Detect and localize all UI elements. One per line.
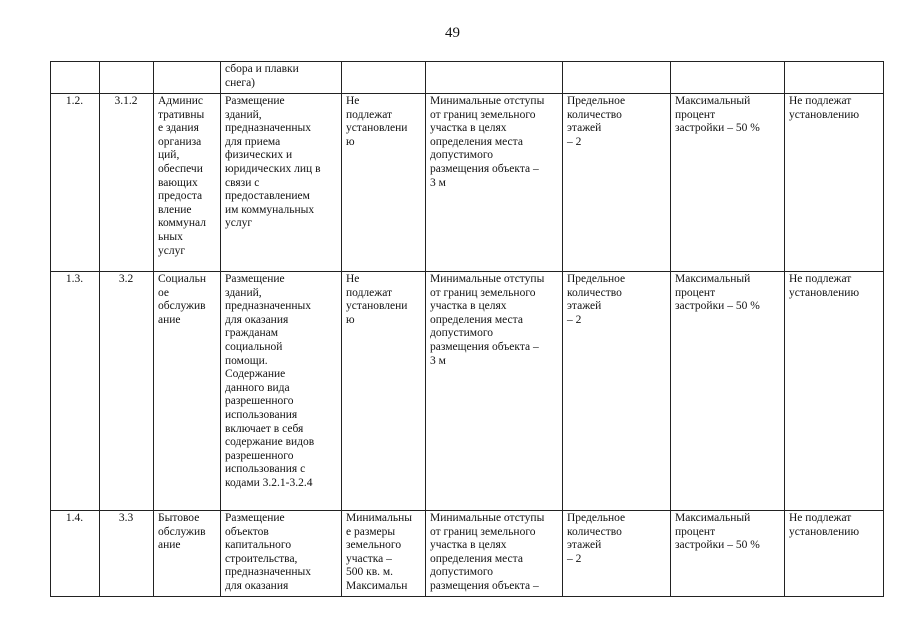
row-number-cell	[51, 62, 100, 94]
cell-text-line: – 2	[567, 313, 582, 326]
cell-text-line: тративны	[158, 108, 205, 121]
cell-text-line: ю	[346, 313, 355, 326]
cell-text-line: помощи.	[225, 354, 268, 367]
cell-text-line: установлени	[346, 300, 408, 313]
cell-text-line: ьных	[158, 230, 183, 243]
cell-text-line: услуг	[225, 217, 253, 230]
cell-text-line: Не подлежат	[789, 95, 852, 107]
cell-text-line: 3 м	[430, 354, 446, 367]
table-row	[51, 62, 884, 94]
use-code-cell	[100, 62, 154, 94]
cell-text-line: социальной	[225, 340, 283, 353]
zoning-regulations-table	[50, 61, 884, 597]
cell-text-line: для приема	[225, 135, 281, 148]
use-description-cell	[221, 272, 342, 511]
cell-text-line: процент	[675, 525, 716, 538]
cell-text-line: физических и	[225, 149, 293, 162]
cell-text-line: допустимого	[430, 327, 493, 340]
cell-text-line: предоста	[158, 190, 203, 203]
cell-text-line: для оказания	[225, 313, 289, 326]
floors-cell	[563, 94, 671, 272]
cell-text-line: Не	[346, 273, 360, 285]
cell-text-line: Минимальные отступы	[430, 273, 545, 285]
plot-size-cell	[342, 272, 426, 511]
use-code-cell: 3.2	[100, 272, 154, 511]
table-row	[51, 511, 884, 598]
cell-text-line: Предельное	[567, 512, 626, 524]
setbacks-cell	[426, 62, 563, 94]
cell-text-line: гражданам	[225, 327, 279, 340]
cell-text-line: количество	[567, 525, 622, 538]
cell-text-line: обеспечи	[158, 162, 203, 175]
cell-text-line: 500 кв. м.	[346, 566, 394, 579]
page-number: 49	[445, 25, 460, 41]
cell-text-line: Минимальны	[346, 512, 412, 524]
cell-text-line: строительства,	[225, 552, 298, 565]
cell-text-line: Админис	[158, 95, 204, 107]
other-params-cell	[785, 62, 884, 94]
cell-text-line: – 2	[567, 135, 582, 148]
cell-text-line: установлению	[789, 525, 860, 538]
setbacks-cell	[426, 511, 563, 598]
floors-cell	[563, 62, 671, 94]
cell-text-line: количество	[567, 286, 622, 299]
use-code-cell: 3.1.2	[100, 94, 154, 272]
cell-text-line: Максимальн	[346, 579, 408, 592]
cell-text-line: этажей	[567, 300, 602, 313]
cell-text-line: Не подлежат	[789, 512, 852, 524]
cell-text-line: услуг	[158, 244, 186, 257]
cell-text-line: вающих	[158, 176, 198, 189]
cell-text-line: юридических лиц в	[225, 162, 321, 175]
cell-text-line: е размеры	[346, 525, 396, 538]
cell-text-line: определения места	[430, 313, 523, 326]
cell-text-line: разрешенного	[225, 395, 294, 408]
cell-text-line: застройки – 50 %	[675, 122, 760, 135]
cell-text-line: размещения объекта –	[430, 340, 539, 353]
row-number-cell: 1.2.	[51, 94, 100, 272]
cell-text-line: ю	[346, 135, 355, 148]
cell-text-line: от границ земельного	[430, 286, 536, 299]
use-name-cell	[154, 272, 221, 511]
cell-text-line: использования с	[225, 463, 306, 476]
cell-text-line: Содержание	[225, 368, 286, 381]
cell-text-line: участка –	[346, 552, 392, 565]
cell-text-line: Минимальные отступы	[430, 512, 545, 524]
use-code-cell: 3.3	[100, 511, 154, 598]
cell-text-line: Размещение	[225, 95, 285, 107]
setbacks-cell	[426, 94, 563, 272]
cell-text-line: 3 м	[430, 176, 446, 189]
cell-text-line: предназначенных	[225, 566, 311, 579]
cell-text-line: Максимальный	[675, 95, 751, 107]
plot-size-cell	[342, 511, 426, 598]
cell-text-line: предназначенных	[225, 300, 311, 313]
cell-text-line: разрешенного	[225, 449, 294, 462]
cell-text-line: Социальн	[158, 273, 207, 285]
coverage-cell	[671, 62, 785, 94]
cell-text-line: капитального	[225, 539, 292, 552]
cell-text-line: объектов	[225, 525, 269, 538]
cell-text-line: установлению	[789, 286, 860, 299]
cell-text-line: допустимого	[430, 566, 493, 579]
cell-text-line: процент	[675, 286, 716, 299]
floors-cell	[563, 511, 671, 598]
other-params-cell	[785, 272, 884, 511]
table-bottom-border	[50, 596, 884, 597]
cell-text-line: – 2	[567, 552, 582, 565]
cell-text-line: кодами 3.2.1-3.2.4	[225, 476, 313, 489]
cell-text-line: этажей	[567, 122, 602, 135]
cell-text-line: этажей	[567, 539, 602, 552]
cell-text-line: включает в себя	[225, 422, 304, 435]
cell-text-line: для оказания	[225, 579, 289, 592]
cell-text-line: данного вида	[225, 381, 290, 394]
floors-cell	[563, 272, 671, 511]
use-description-cell	[221, 94, 342, 272]
cell-text-line: коммунал	[158, 217, 206, 230]
cell-text-line: им коммунальных	[225, 203, 315, 216]
row-number-cell: 1.3.	[51, 272, 100, 511]
setbacks-cell	[426, 272, 563, 511]
table-row	[51, 94, 884, 272]
cell-text-line: ое	[158, 286, 169, 299]
cell-text-line: от границ земельного	[430, 108, 536, 121]
cell-text-line: обслужив	[158, 300, 206, 313]
other-params-cell	[785, 511, 884, 598]
cell-text-line: предназначенных	[225, 122, 311, 135]
cell-text-line: обслужив	[158, 525, 206, 538]
row-number-cell: 1.4.	[51, 511, 100, 598]
cell-text-line: связи с	[225, 176, 260, 189]
cell-text-line: Предельное	[567, 273, 626, 285]
cell-text-line: Размещение	[225, 273, 285, 285]
cell-text-line: подлежат	[346, 108, 393, 121]
cell-text-line: подлежат	[346, 286, 393, 299]
use-name-cell	[154, 94, 221, 272]
cell-text-line: земельного	[346, 539, 402, 552]
cell-text-line: Максимальный	[675, 273, 751, 285]
cell-text-line: вление	[158, 203, 192, 216]
use-description-cell	[221, 62, 342, 94]
cell-text-line: е здания	[158, 122, 199, 135]
cell-text-line: процент	[675, 108, 716, 121]
cell-text-line: установлени	[346, 122, 408, 135]
plot-size-cell	[342, 94, 426, 272]
cell-text-line: застройки – 50 %	[675, 539, 760, 552]
cell-text-line: организа	[158, 135, 202, 148]
cell-text-line: количество	[567, 108, 622, 121]
cell-text-line: размещения объекта –	[430, 162, 539, 175]
use-description-cell	[221, 511, 342, 598]
cell-text-line: использования	[225, 408, 298, 421]
coverage-cell	[671, 272, 785, 511]
plot-size-cell	[342, 62, 426, 94]
cell-text-line: Не	[346, 95, 360, 107]
cell-text-line: участка в целях	[430, 300, 507, 313]
use-name-cell	[154, 511, 221, 598]
table-body	[51, 62, 884, 598]
table-row	[51, 272, 884, 511]
cell-text-line: Максимальный	[675, 512, 751, 524]
cell-text-line: содержание видов	[225, 436, 315, 449]
cell-text-line: ций,	[158, 149, 180, 162]
cell-text-line: снега)	[225, 76, 256, 89]
cell-text-line: участка в целях	[430, 539, 507, 552]
cell-text-line: Не подлежат	[789, 273, 852, 285]
cell-text-line: определения места	[430, 552, 523, 565]
cell-text-line: ание	[158, 539, 181, 552]
cell-text-line: зданий,	[225, 286, 262, 299]
cell-text-line: Размещение	[225, 512, 285, 524]
use-name-cell	[154, 62, 221, 94]
cell-text-line: Предельное	[567, 95, 626, 107]
cell-text-line: сбора и плавки	[225, 63, 299, 75]
other-params-cell	[785, 94, 884, 272]
cell-text-line: Минимальные отступы	[430, 95, 545, 107]
cell-text-line: застройки – 50 %	[675, 300, 760, 313]
coverage-cell	[671, 94, 785, 272]
cell-text-line: от границ земельного	[430, 525, 536, 538]
cell-text-line: Бытовое	[158, 512, 200, 524]
cell-text-line: предоставлением	[225, 190, 310, 203]
cell-text-line: допустимого	[430, 149, 493, 162]
cell-text-line: размещения объекта –	[430, 579, 539, 592]
cell-text-line: ание	[158, 313, 181, 326]
cell-text-line: зданий,	[225, 108, 262, 121]
coverage-cell	[671, 511, 785, 598]
cell-text-line: участка в целях	[430, 122, 507, 135]
cell-text-line: определения места	[430, 135, 523, 148]
cell-text-line: установлению	[789, 108, 860, 121]
